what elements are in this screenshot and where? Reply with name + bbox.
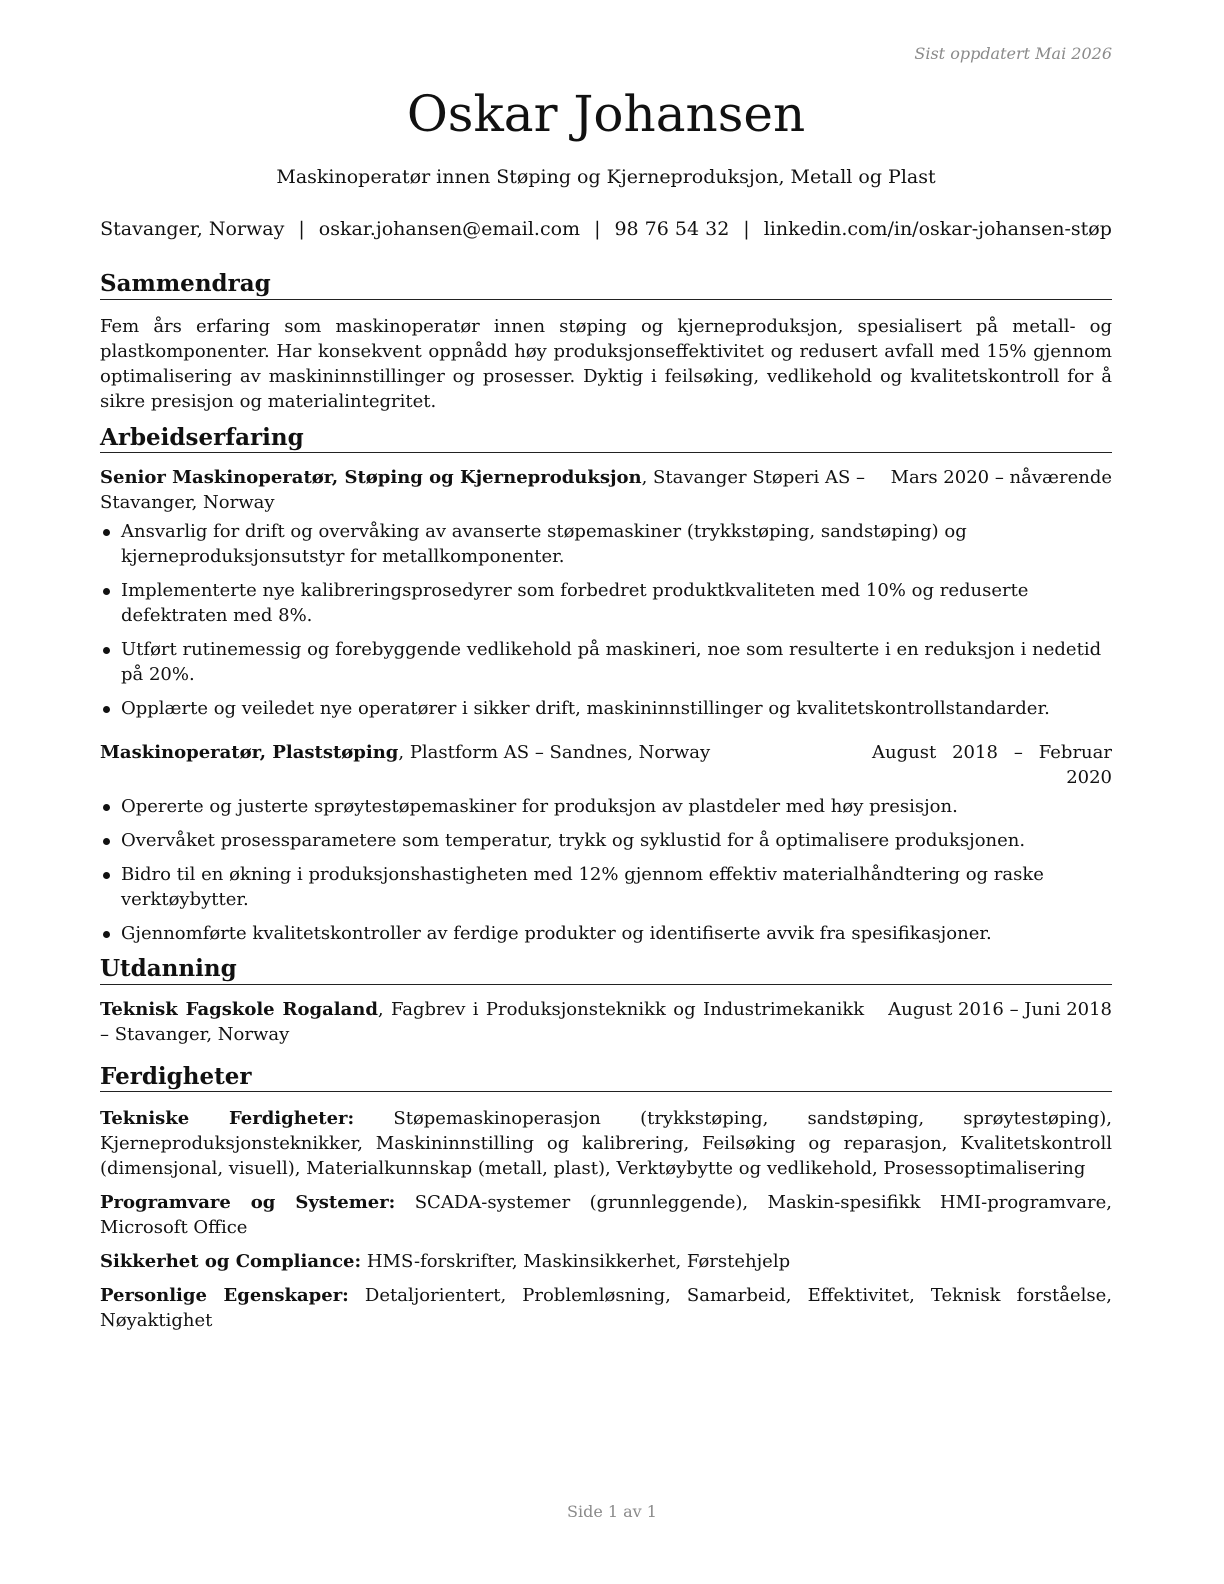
- experience-heading: Arbeidserfaring: [100, 424, 1112, 454]
- candidate-name: Oskar Johansen: [406, 85, 806, 143]
- job-dates: Mars 2020 – nåværende: [890, 467, 1112, 489]
- education-heading: Utdanning: [100, 955, 1112, 985]
- contact-linkedin[interactable]: linkedin.com/in/oskar-johansen-støp: [763, 218, 1112, 240]
- contact-line: [100, 218, 1112, 240]
- job-bullets: [100, 794, 1112, 946]
- list-item: Opererte og justerte sprøytestøpemaskiner for produksjon av plastdeler med høy presisjon.: [100, 794, 1112, 819]
- contact-separator: |: [594, 218, 601, 240]
- list-item: Opplærte og veiledet nye operatører i sikker drift, maskininnstillinger og kvalitetskontrollstandarder.: [100, 696, 1112, 721]
- skill-text: HMS-forskrifter, Maskinsikkerhet, Førstehjelp: [361, 1251, 791, 1273]
- job-role: Maskinoperatør, Plaststøping: [100, 742, 399, 764]
- summary-text: Fem års erfaring som maskinoperatør innen støping og kjerneproduksjon, spesialisert på metall- og plastkomponenter. Har konsekvent oppnådd høy produksjonseffektivitet og redusert avfall med 15% gjennom optimalisering av maskininnstillinger og prosesser. Dyktig i feilsøking, vedlikehold og kvalitetskontroll for å sikre presisjon og materialintegritet.: [100, 315, 1112, 412]
- skill-text: SCADA-systemer (grunnleggende), Maskin-spesifikk HMI-programvare, Microsoft Office: [100, 1192, 1112, 1239]
- skill-label: Personlige Egenskaper:: [100, 1285, 349, 1307]
- skill-label: Sikkerhet og Compliance:: [100, 1251, 362, 1273]
- skill-row: [100, 1106, 1112, 1181]
- job-company: , Plastform AS – Sandnes, Norway: [398, 742, 711, 764]
- skills-list: [100, 1106, 1112, 1333]
- resume-content: [100, 270, 1112, 1342]
- skill-row: [100, 1283, 1112, 1333]
- skills-heading: Ferdigheter: [100, 1063, 1112, 1093]
- skill-text: Detaljorientert, Problemløsning, Samarbeid, Effektivitet, Teknisk forståelse, Nøyaktighet: [100, 1285, 1112, 1332]
- experience-entry: [100, 465, 1112, 721]
- list-item: Overvåket prosessparametere som temperatur, trykk og syklustid for å optimalisere produksjonen.: [100, 828, 1112, 853]
- candidate-title: Maskinoperatør innen Støping og Kjerneproduksjon, Metall og Plast: [276, 166, 936, 188]
- skill-label: Programvare og Systemer:: [100, 1192, 396, 1214]
- contact-phone: 98 76 54 32: [614, 218, 730, 240]
- job-company: , Stavanger Støperi AS – Stavanger, Norway: [100, 467, 866, 514]
- job-dates: August 2018 – Februar 2020: [872, 742, 1112, 789]
- contact-location: Stavanger, Norway: [100, 218, 285, 240]
- experience-entry-header: [100, 740, 1112, 790]
- contact-email[interactable]: oskar.johansen@email.com: [318, 218, 581, 240]
- job-role: Senior Maskinoperatør, Støping og Kjerneproduksjon: [100, 467, 642, 489]
- last-updated: Sist oppdatert Mai 2026: [914, 44, 1112, 63]
- summary-heading: Sammendrag: [100, 270, 1112, 300]
- list-item: Implementerte nye kalibreringsprosedyrer som forbedret produktkvaliteten med 10% og reduserte defektraten med 8%.: [100, 578, 1112, 628]
- contact-separator: |: [743, 218, 750, 240]
- education-entry: [100, 997, 1112, 1047]
- job-bullets: [100, 519, 1112, 721]
- education-detail: , Fagbrev i Produksjonsteknikk og Industrimekanikk – Stavanger, Norway: [100, 998, 865, 1045]
- education-school: Teknisk Fagskole Rogaland: [100, 998, 378, 1020]
- skill-label: Tekniske Ferdigheter:: [100, 1108, 355, 1130]
- list-item: Utført rutinemessig og forebyggende vedlikehold på maskineri, noe som resulterte i en reduksjon i nedetid på 20%.: [100, 637, 1112, 687]
- page-number: Side 1 av 1: [567, 1502, 657, 1521]
- skill-row: [100, 1190, 1112, 1240]
- list-item: Ansvarlig for drift og overvåking av avanserte støpemaskiner (trykkstøping, sandstøping) og kjerneproduksjonsutstyr for metallkomponenter.: [100, 519, 1112, 569]
- list-item: Gjennomførte kvalitetskontroller av ferdige produkter og identifiserte avvik fra spesifikasjoner.: [100, 921, 1112, 946]
- skill-text: Støpemaskinoperasjon (trykkstøping, sandstøping, sprøytestøping), Kjerneproduksjonsteknikker, Maskininnstilling og kalibrering, Feilsøking og reparasjon, Kvalitetskontroll (dimensjonal, visuell), Materialkunnskap (metall, plast), Verktøybytte og vedlikehold, Prosessoptimalisering: [100, 1108, 1112, 1180]
- list-item: Bidro til en økning i produksjonshastigheten med 12% gjennom effektiv materialhåndtering og raske verktøybytter.: [100, 862, 1112, 912]
- education-dates: August 2016 – Juni 2018: [888, 998, 1112, 1020]
- contact-separator: |: [298, 218, 305, 240]
- skill-row: [100, 1249, 1112, 1274]
- experience-entry-header: [100, 465, 1112, 515]
- experience-entry: [100, 740, 1112, 946]
